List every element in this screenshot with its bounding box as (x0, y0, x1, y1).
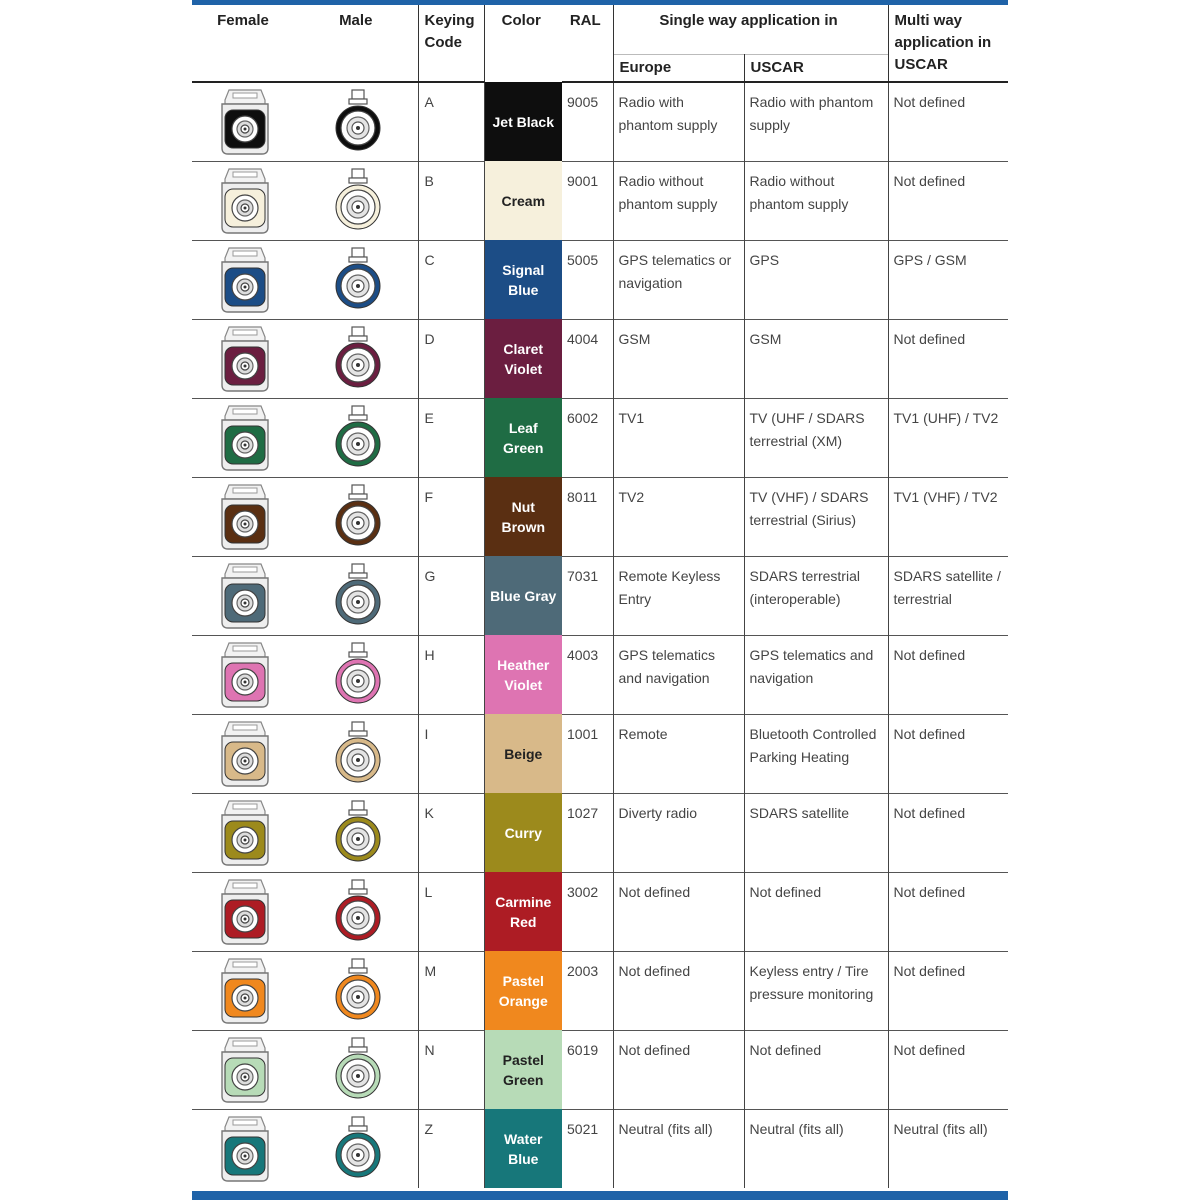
multi-way-application: Neutral (fits all) (888, 1109, 1008, 1188)
uscar-application: Not defined (744, 1030, 888, 1109)
color-name: Carmine Red (495, 893, 552, 930)
ral-code: 5021 (562, 1109, 613, 1188)
female-connector-icon (217, 323, 273, 395)
uscar-application: GPS telematics and navigation (744, 635, 888, 714)
female-connector-cell (192, 635, 298, 714)
fakra-color-table (192, 5, 1008, 1188)
female-connector-icon (217, 797, 273, 869)
color-swatch (484, 1030, 562, 1109)
europe-application: Not defined (613, 951, 744, 1030)
table-row (192, 951, 1008, 1030)
color-name: Signal Blue (502, 261, 545, 298)
color-name: Blue Gray (490, 587, 557, 604)
header-europe: Europe (613, 55, 744, 83)
male-connector-cell (298, 714, 418, 793)
header-male: Male (298, 5, 418, 82)
table-row (192, 161, 1008, 240)
male-connector-icon (330, 955, 386, 1027)
male-connector-cell (298, 477, 418, 556)
female-connector-icon (217, 560, 273, 632)
male-connector-cell (298, 398, 418, 477)
uscar-application: Radio with phantom supply (744, 82, 888, 161)
multi-way-application: Not defined (888, 714, 1008, 793)
male-connector-cell (298, 635, 418, 714)
color-name: Nut Brown (501, 498, 546, 535)
keying-code: F (418, 477, 484, 556)
female-connector-cell (192, 82, 298, 161)
table-row (192, 477, 1008, 556)
europe-application: TV2 (613, 477, 744, 556)
europe-application: Not defined (613, 1030, 744, 1109)
ral-code: 1027 (562, 793, 613, 872)
male-connector-icon (330, 1113, 386, 1185)
table-row (192, 714, 1008, 793)
table-row (192, 635, 1008, 714)
ral-code: 6019 (562, 1030, 613, 1109)
multi-way-application: Not defined (888, 161, 1008, 240)
male-connector-icon (330, 797, 386, 869)
color-swatch (484, 161, 562, 240)
female-connector-cell (192, 793, 298, 872)
europe-application: Diverty radio (613, 793, 744, 872)
color-name: Heather Violet (497, 656, 550, 693)
multi-way-application: TV1 (UHF) / TV2 (888, 398, 1008, 477)
europe-application: Neutral (fits all) (613, 1109, 744, 1188)
table-row (192, 319, 1008, 398)
color-name: Curry (504, 824, 542, 841)
female-connector-icon (217, 955, 273, 1027)
europe-application: Remote Keyless Entry (613, 556, 744, 635)
female-connector-cell (192, 240, 298, 319)
color-name: Pastel Orange (498, 972, 548, 1009)
keying-code: K (418, 793, 484, 872)
keying-code: D (418, 319, 484, 398)
male-connector-cell (298, 161, 418, 240)
ral-code: 7031 (562, 556, 613, 635)
europe-application: GSM (613, 319, 744, 398)
color-name: Claret Violet (503, 340, 544, 377)
uscar-application: Neutral (fits all) (744, 1109, 888, 1188)
keying-code: E (418, 398, 484, 477)
male-connector-cell (298, 556, 418, 635)
keying-code: M (418, 951, 484, 1030)
uscar-application: Not defined (744, 872, 888, 951)
female-connector-icon (217, 165, 273, 237)
male-connector-cell (298, 319, 418, 398)
header-uscar: USCAR (744, 55, 888, 83)
male-connector-cell (298, 872, 418, 951)
europe-application: Not defined (613, 872, 744, 951)
female-connector-icon (217, 481, 273, 553)
female-connector-cell (192, 319, 298, 398)
male-connector-icon (330, 560, 386, 632)
female-connector-icon (217, 86, 273, 158)
table-row (192, 556, 1008, 635)
multi-way-application: Not defined (888, 82, 1008, 161)
europe-application: GPS telematics and navigation (613, 635, 744, 714)
header-ral: RAL (562, 5, 613, 82)
male-connector-cell (298, 82, 418, 161)
color-swatch (484, 319, 562, 398)
uscar-application: Radio without phantom supply (744, 161, 888, 240)
color-swatch (484, 398, 562, 477)
male-connector-icon (330, 639, 386, 711)
color-swatch (484, 477, 562, 556)
male-connector-cell (298, 793, 418, 872)
header-single-way: Single way application in (613, 5, 888, 55)
male-connector-icon (330, 718, 386, 790)
multi-way-application: SDARS satellite / terrestrial (888, 556, 1008, 635)
ral-code: 3002 (562, 872, 613, 951)
female-connector-cell (192, 951, 298, 1030)
male-connector-cell (298, 1109, 418, 1188)
keying-code: B (418, 161, 484, 240)
color-swatch (484, 793, 562, 872)
header-color: Color (501, 12, 541, 29)
table-body (192, 82, 1008, 1188)
male-connector-icon (330, 402, 386, 474)
uscar-application: SDARS satellite (744, 793, 888, 872)
color-name: Water Blue (504, 1130, 543, 1167)
female-connector-icon (217, 1113, 273, 1185)
table-row (192, 872, 1008, 951)
color-swatch (484, 951, 562, 1030)
male-connector-icon (330, 165, 386, 237)
multi-way-application: TV1 (VHF) / TV2 (888, 477, 1008, 556)
uscar-application: GSM (744, 319, 888, 398)
uscar-application: SDARS terrestrial (interoperable) (744, 556, 888, 635)
female-connector-cell (192, 556, 298, 635)
table-row (192, 793, 1008, 872)
female-connector-cell (192, 1109, 298, 1188)
keying-code: L (418, 872, 484, 951)
female-connector-icon (217, 244, 273, 316)
male-connector-cell (298, 240, 418, 319)
male-connector-icon (330, 876, 386, 948)
female-connector-icon (217, 1034, 273, 1106)
uscar-application: TV (VHF) / SDARS terrestrial (Sirius) (744, 477, 888, 556)
keying-code: G (418, 556, 484, 635)
color-swatch (484, 872, 562, 951)
male-connector-icon (330, 481, 386, 553)
header-female: Female (217, 12, 269, 29)
ral-code: 5005 (562, 240, 613, 319)
color-swatch (484, 82, 562, 161)
table-row (192, 1109, 1008, 1188)
color-swatch (484, 714, 562, 793)
female-connector-icon (217, 718, 273, 790)
color-swatch (484, 556, 562, 635)
male-connector-icon (330, 323, 386, 395)
male-connector-icon (330, 244, 386, 316)
keying-code: I (418, 714, 484, 793)
female-connector-icon (217, 639, 273, 711)
male-connector-cell (298, 1030, 418, 1109)
female-connector-cell (192, 398, 298, 477)
multi-way-application: GPS / GSM (888, 240, 1008, 319)
color-name: Jet Black (492, 113, 554, 130)
color-swatch (484, 635, 562, 714)
female-connector-cell (192, 477, 298, 556)
female-connector-cell (192, 1030, 298, 1109)
female-connector-cell (192, 714, 298, 793)
header-multi-way: Multi way application in USCAR (894, 12, 992, 73)
ral-code: 2003 (562, 951, 613, 1030)
multi-way-application: Not defined (888, 951, 1008, 1030)
bottom-accent-bar (192, 1191, 1008, 1200)
color-name: Cream (501, 192, 546, 209)
ral-code: 6002 (562, 398, 613, 477)
ral-code: 4004 (562, 319, 613, 398)
male-connector-icon (330, 86, 386, 158)
ral-code: 1001 (562, 714, 613, 793)
keying-code: N (418, 1030, 484, 1109)
color-swatch (484, 1109, 562, 1188)
color-name: Leaf Green (503, 419, 544, 456)
male-connector-icon (330, 1034, 386, 1106)
uscar-application: Keyless entry / Tire pressure monitoring (744, 951, 888, 1030)
female-connector-cell (192, 161, 298, 240)
europe-application: Radio without phantom supply (613, 161, 744, 240)
table-row (192, 398, 1008, 477)
female-connector-icon (217, 402, 273, 474)
keying-code: Z (418, 1109, 484, 1188)
male-connector-cell (298, 951, 418, 1030)
table-row (192, 240, 1008, 319)
europe-application: Remote (613, 714, 744, 793)
multi-way-application: Not defined (888, 872, 1008, 951)
keying-code: H (418, 635, 484, 714)
table-row (192, 1030, 1008, 1109)
multi-way-application: Not defined (888, 635, 1008, 714)
multi-way-application: Not defined (888, 319, 1008, 398)
ral-code: 9005 (562, 82, 613, 161)
uscar-application: Bluetooth Controlled Parking Heating (744, 714, 888, 793)
keying-code: A (418, 82, 484, 161)
female-connector-cell (192, 872, 298, 951)
table-header (192, 5, 1008, 82)
uscar-application: GPS (744, 240, 888, 319)
ral-code: 4003 (562, 635, 613, 714)
uscar-application: TV (UHF / SDARS terrestrial (XM) (744, 398, 888, 477)
multi-way-application: Not defined (888, 793, 1008, 872)
multi-way-application: Not defined (888, 1030, 1008, 1109)
keying-code: C (418, 240, 484, 319)
female-connector-icon (217, 876, 273, 948)
europe-application: TV1 (613, 398, 744, 477)
table-row (192, 82, 1008, 161)
ral-code: 8011 (562, 477, 613, 556)
color-swatch (484, 240, 562, 319)
ral-code: 9001 (562, 161, 613, 240)
color-name: Pastel Green (502, 1051, 544, 1088)
europe-application: Radio with phantom supply (613, 82, 744, 161)
color-name: Beige (504, 745, 543, 762)
europe-application: GPS telematics or navigation (613, 240, 744, 319)
header-keying-code: Keying Code (418, 5, 484, 82)
